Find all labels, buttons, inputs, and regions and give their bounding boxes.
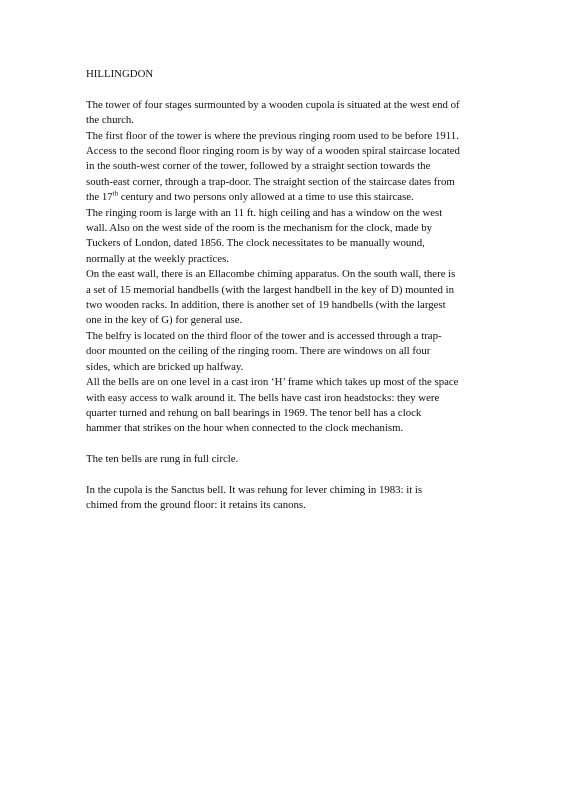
text-line: Tuckers of London, dated 1856. The clock necessitates to be manually wound, <box>86 237 425 250</box>
text-line: a set of 15 memorial handbells (with the largest handbell in the key of D) mounted in <box>86 283 455 296</box>
text-line: The belfry is located on the third floor of the tower and is accessed through a trap- <box>86 329 442 342</box>
text-line: Access to the second floor ringing room is by way of a wooden spiral staircase located <box>86 145 460 158</box>
text-line: two wooden racks. In addition, there is another set of 19 handbells (with the largest <box>86 299 446 312</box>
paragraph-sanctus-bell <box>86 483 526 514</box>
text-fragment: century and two persons only allowed at a time to use this staircase. <box>118 191 414 204</box>
text-line: chimed from the ground floor: it retains its canons. <box>86 499 306 512</box>
text-line: one in the key of G) for general use. <box>86 314 243 327</box>
text-line: All the bells are on one level in a cast iron ‘H’ frame which takes up most of the space <box>86 376 459 389</box>
text-line: with easy access to walk around it. The bells have cast iron headstocks: they were <box>86 391 440 404</box>
text-line: in the south-west corner of the tower, followed by a straight section towards the <box>86 160 431 173</box>
text-line-with-superscript <box>86 190 526 205</box>
document-title: HILLINGDON <box>86 68 154 80</box>
text-line: normally at the weekly practices. <box>86 252 230 265</box>
text-line: The tower of four stages surmounted by a wooden cupola is situated at the west end of <box>86 98 460 111</box>
paragraph-tower-description <box>86 98 526 437</box>
text-line: hammer that strikes on the hour when connected to the clock mechanism. <box>86 422 404 435</box>
text-line: the church. <box>86 114 134 127</box>
text-fragment: the 17 <box>86 191 113 204</box>
text-line: door mounted on the ceiling of the ringing room. There are windows on all four <box>86 345 431 358</box>
text-line: south-east corner, through a trap-door. The straight section of the staircase dates from <box>86 175 455 188</box>
paragraph-bells-rung <box>86 452 526 467</box>
text-line: The ten bells are rung in full circle. <box>86 453 239 466</box>
document-body <box>86 67 526 529</box>
text-line: The first floor of the tower is where the previous ringing room used to be before 1911. <box>86 129 459 142</box>
text-line: wall. Also on the west side of the room is the mechanism for the clock, made by <box>86 222 433 235</box>
text-line: The ringing room is large with an 11 ft. high ceiling and has a window on the west <box>86 206 443 219</box>
text-line: sides, which are bricked up halfway. <box>86 360 244 373</box>
text-line: In the cupola is the Sanctus bell. It was rehung for lever chiming in 1983: it is <box>86 483 423 496</box>
text-line: quarter turned and rehung on ball bearings in 1969. The tenor bell has a clock <box>86 406 422 419</box>
text-line: On the east wall, there is an Ellacombe chiming apparatus. On the south wall, there is <box>86 268 456 281</box>
ordinal-superscript: th <box>112 189 119 198</box>
